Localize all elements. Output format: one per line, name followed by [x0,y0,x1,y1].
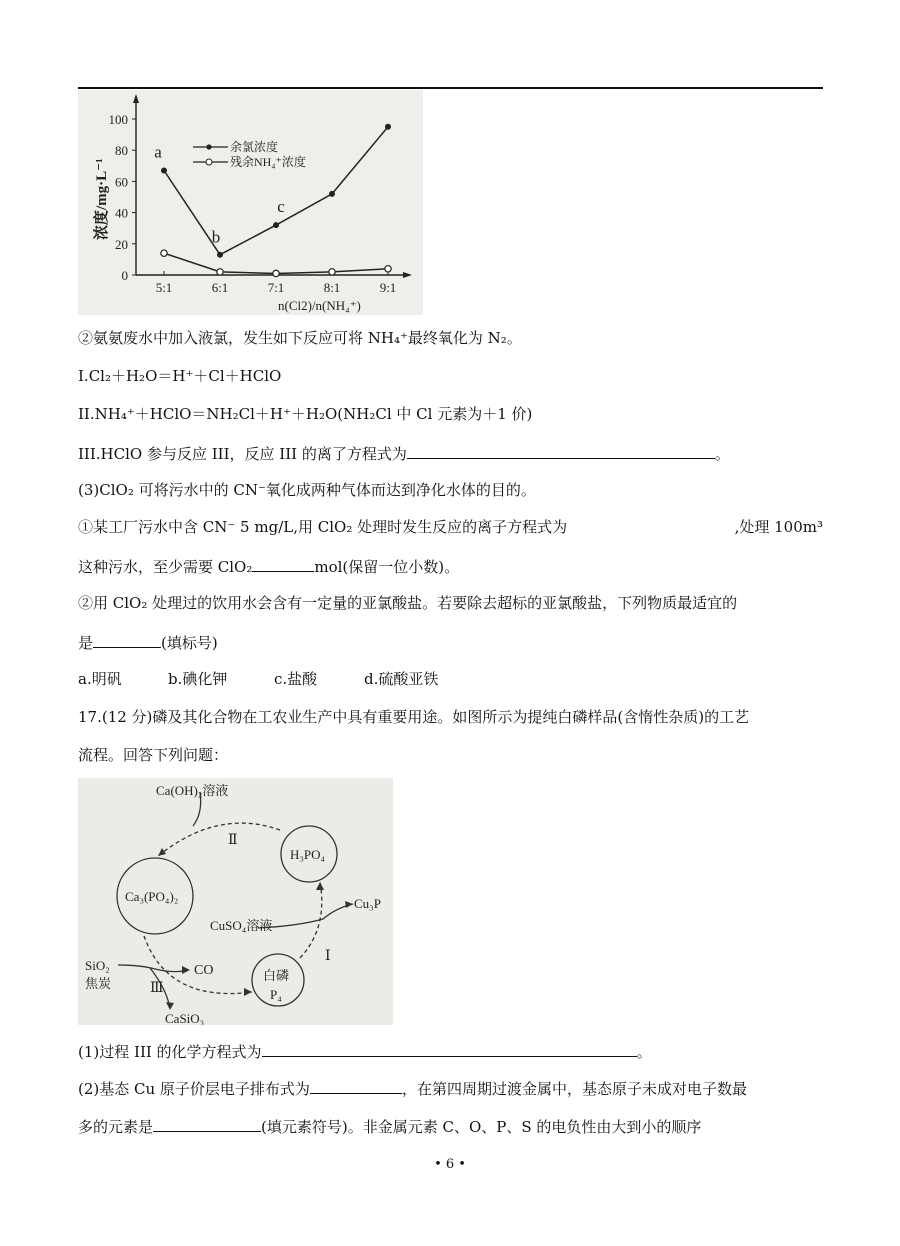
legend-label-chlorine: 余氯浓度 [230,140,279,154]
question-2 [78,1077,747,1097]
label-p4: P₄ [270,987,282,1002]
y-tick-label: 80 [115,143,128,159]
x-axis-label: n(Cl2)/n(NH₄⁺) [278,298,361,313]
text: (2)基态 Cu 原子价层电子排布式为 [78,1080,310,1098]
answer-blank[interactable] [252,555,314,572]
reaction-iii-question [78,442,730,462]
y-tick-label: 0 [121,268,128,283]
answer-blank[interactable] [93,631,161,648]
text: mol(保留一位小数)。 [314,558,460,576]
data-point [385,266,391,272]
phosphorus-process-diagram [78,778,393,1025]
question-2-cont [78,1115,701,1135]
option-a: a.明矾 [78,670,122,688]
data-point [161,250,167,256]
question-line [78,517,823,537]
label-ca3po42: Ca₃(PO₄)₂ [125,889,179,904]
label-caoh2: Ca(OH)₂溶液 [156,783,229,798]
text-line: ②用 ClO₂ 处理过的饮用水会含有一定量的亚氯酸盐。若要除去超标的亚氯酸盐，下列物质最适宜的 [78,594,738,612]
text: III.HClO 参与反应 III，反应 III 的离了方程式为 [78,445,407,463]
y-axis-label: 浓度/mg·L⁻¹ [94,158,110,240]
x-tick-label: 7:1 [267,280,285,295]
reaction-ii: II.NH₄⁺＋HClO＝NH₂Cl＋H⁺＋H₂O(NH₂Cl 中 Cl 元素为＋1 价) [78,405,533,423]
option-d: d.硫酸亚铁 [364,670,439,688]
data-point [329,191,335,197]
y-axis-arrow [133,94,139,103]
data-point [217,252,223,258]
data-point [329,269,335,275]
text: (填标号) [161,634,218,652]
step-ii-path [158,823,280,856]
x-tick-label: 9:1 [379,280,397,295]
label-cu3p: Cu₃P [354,896,381,911]
label-step-iii: Ⅲ [150,981,164,996]
question-17: 17.(12 分)磷及其化合物在工农业生产中具有重要用途。如图所示为提纯白磷样品(含惰性杂质)的工艺 [78,708,750,726]
y-tick-label: 60 [115,174,128,190]
option-b: b.碘化钾 [168,670,228,688]
legend-marker-filled [206,144,211,149]
point-annotation: b [211,227,221,247]
text: ①某工厂污水中含 CN⁻ 5 mg/L,用 ClO₂ 处理时发生反应的离子方程式为 [78,518,568,536]
label-cuso4: CuSO₄溶液 [210,918,273,933]
legend [193,139,306,169]
question-line [78,631,218,651]
text: (1)过程 III 的化学方程式为 [78,1043,262,1061]
chart-svg [78,90,423,315]
legend-label-ammonium: 残余NH₄⁺浓度 [230,155,306,169]
text: 。 [636,1043,652,1061]
x-tick-label: 6:1 [211,280,229,295]
text: ,处理 100m³ [734,518,823,536]
text: (填元素符号)。非金属元素 C、O、P、S 的电负性由大到小的顺序 [261,1118,702,1136]
y-tick-label: 100 [108,112,128,127]
text-line: (3)ClO₂ 可将污水中的 CN⁻氧化成两种气体而达到净化水体的目的。 [78,481,536,499]
data-point [273,222,279,228]
concentration-chart [78,90,423,315]
answer-blank[interactable] [407,442,715,459]
label-sio2: SiO₂ [85,958,110,973]
label-casio3: CaSiO₃ [165,1011,205,1025]
y-tick-label: 40 [115,205,128,221]
data-point [161,167,167,173]
data-point [385,124,391,130]
answer-blank[interactable] [153,1115,261,1132]
label-h3po4: H₃PO₄ [290,847,326,862]
y-tick-label: 20 [115,236,128,252]
label-co: CO [194,963,214,978]
label-step-i: Ⅰ [325,949,331,964]
text: 是 [78,634,94,652]
text: ，在第四周期过渡金属中，基态原子未成对电子数最 [401,1080,747,1098]
reaction-i: I.Cl₂＋H₂O＝H⁺＋Cl＋HClO [78,367,282,385]
text: 多的元素是 [78,1118,154,1136]
text-line: 流程。回答下列问题： [78,746,229,764]
diagram-svg [78,778,393,1025]
option-c: c.盐酸 [274,670,318,688]
page-number: • 6 • [434,1157,466,1172]
question-1 [78,1040,652,1060]
point-annotation: a [154,142,162,162]
text: 。 [714,445,730,463]
data-point [273,270,279,276]
x-tick-label: 8:1 [323,280,341,295]
x-tick-label: 5:1 [155,280,173,295]
answer-blank[interactable] [262,1040,637,1057]
text-line: ②氨氨废水中加入液氯，发生如下反应可将 NH₄⁺最终氧化为 N₂。 [78,329,522,347]
label-step-ii: Ⅱ [228,833,238,848]
co-arrow [118,965,188,972]
text: 这种污水，至少需要 ClO₂ [78,558,253,576]
question-line [78,555,459,575]
data-point [217,269,223,275]
point-annotation: c [277,197,285,217]
label-white-phosphorus: 白磷 [263,968,290,983]
label-coke: 焦炭 [85,976,112,991]
legend-marker-open [206,159,212,165]
x-axis-arrow [403,272,412,278]
answer-blank[interactable] [310,1077,402,1094]
header-rule [78,87,823,89]
